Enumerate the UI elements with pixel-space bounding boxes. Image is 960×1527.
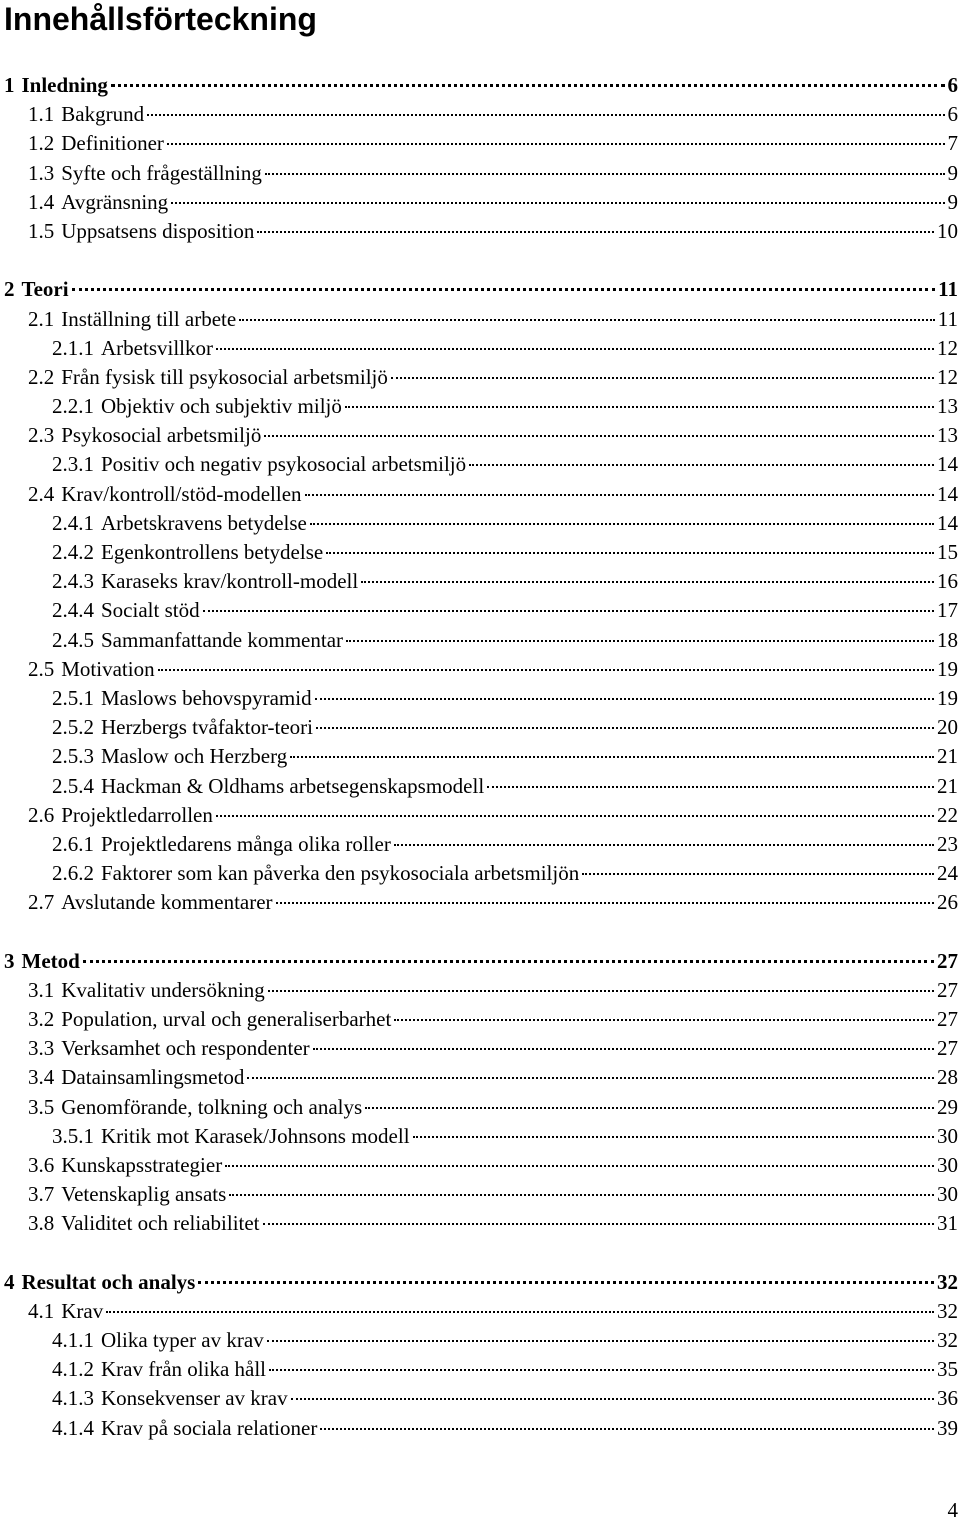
toc-entry-page: 32: [937, 1269, 958, 1294]
toc-entry-page: 30: [937, 1182, 958, 1207]
toc-entry-label: Projektledarens många olika roller: [101, 831, 391, 856]
dot-leader: [345, 406, 934, 408]
dot-leader: [198, 1281, 934, 1284]
toc-entry-number: 2.4: [28, 481, 55, 506]
toc-entry[interactable]: [0, 947, 960, 976]
toc-entry-page: 7: [947, 131, 958, 156]
toc-entry[interactable]: [0, 713, 960, 742]
toc-entry-page: 11: [938, 277, 958, 302]
toc-entry-page: 14: [937, 481, 958, 506]
toc-entry-label: Validitet och reliabilitet: [61, 1211, 260, 1236]
table-of-contents: [0, 71, 960, 1443]
toc-entry-number: 4.1.3: [52, 1386, 94, 1411]
dot-leader: [203, 610, 934, 612]
toc-entry-number: 4: [4, 1269, 15, 1294]
toc-entry-number: 3.1: [28, 977, 55, 1002]
toc-entry[interactable]: [0, 596, 960, 625]
toc-entry-label: Maslows behovspyramid: [101, 685, 312, 710]
toc-entry-page: 17: [937, 598, 958, 623]
toc-entry-number: 3: [4, 948, 15, 973]
dot-leader: [264, 435, 934, 437]
dot-leader: [582, 873, 934, 875]
toc-entry[interactable]: [0, 567, 960, 596]
toc-entry-number: 1.4: [28, 189, 55, 214]
page-title: Innehållsförteckning: [4, 1, 317, 37]
toc-entry-label: Kritik mot Karasek/Johnsons modell: [101, 1123, 410, 1148]
toc-entry[interactable]: [0, 684, 960, 713]
toc-entry[interactable]: [0, 772, 960, 801]
toc-entry[interactable]: [0, 1268, 960, 1297]
dot-leader: [394, 1019, 934, 1021]
toc-entry-label: Kvalitativ undersökning: [61, 977, 265, 1002]
toc-entry-number: 2.4.2: [52, 540, 94, 564]
toc-entry[interactable]: [0, 742, 960, 771]
toc-entry-number: 1.1: [28, 102, 55, 127]
toc-entry[interactable]: [0, 888, 960, 917]
dot-leader: [361, 581, 934, 583]
toc-entry[interactable]: [0, 217, 960, 246]
toc-entry[interactable]: [0, 830, 960, 859]
toc-entry-page: 31: [937, 1211, 958, 1236]
dot-leader: [310, 523, 934, 525]
toc-entry-page: 14: [937, 510, 958, 535]
toc-entry-number: 2.3.1: [52, 452, 94, 477]
toc-entry-number: 4.1.1: [52, 1328, 94, 1353]
toc-entry-label: Konsekvenser av krav: [101, 1386, 288, 1411]
toc-entry-page: 24: [937, 861, 958, 886]
toc-entry-number: 3.5: [28, 1094, 55, 1119]
toc-entry-page: 18: [937, 627, 958, 652]
toc-entry-label: Hackman & Oldhams arbetsegenskapsmodell: [101, 773, 485, 798]
dot-leader: [315, 698, 934, 700]
toc-entry-page: 27: [937, 1036, 958, 1061]
dot-leader: [291, 1398, 934, 1400]
toc-entry-label: Avslutande kommentarer: [61, 890, 273, 915]
toc-entry-number: 3.7: [28, 1182, 55, 1207]
toc-entry-page: 30: [937, 1152, 958, 1177]
toc-entry-number: 2: [4, 277, 15, 302]
toc-entry-page: 30: [937, 1123, 958, 1148]
toc-entry-label: Sammanfattande kommentar: [101, 627, 344, 652]
toc-entry[interactable]: [0, 334, 960, 363]
toc-entry[interactable]: [0, 976, 960, 1005]
toc-entry-number: 3.5.1: [52, 1123, 94, 1148]
toc-entry-number: 2.4.4: [52, 598, 94, 623]
toc-entry-label: Vetenskaplig ansats: [61, 1182, 227, 1207]
dot-leader: [487, 786, 934, 788]
toc-entry[interactable]: [0, 305, 960, 334]
dot-leader: [257, 231, 934, 233]
toc-entry-label: Från fysisk till psykosocial arbetsmiljö: [61, 364, 388, 389]
toc-entry-page: 26: [937, 890, 958, 915]
toc-entry-number: 2.1: [28, 306, 55, 331]
toc-entry-page: 32: [937, 1298, 958, 1323]
dot-leader: [394, 844, 934, 846]
toc-entry-number: 2.6.1: [52, 831, 94, 856]
dot-leader: [305, 494, 934, 496]
toc-entry[interactable]: [0, 421, 960, 450]
toc-entry-page: 11: [937, 306, 958, 331]
toc-entry-page: 35: [937, 1357, 958, 1382]
toc-entry-label: Olika typer av krav: [101, 1328, 264, 1353]
toc-entry-label: Psykosocial arbetsmiljö: [61, 423, 262, 448]
toc-entry-label: Metod: [21, 948, 80, 973]
toc-entry-number: 2.4.3: [52, 569, 94, 594]
toc-entry-label: Positiv och negativ psykosocial arbetsmiljö: [101, 452, 467, 477]
toc-entry-page: 13: [937, 394, 958, 419]
toc-entry[interactable]: [0, 392, 960, 421]
toc-entry[interactable]: [0, 100, 960, 129]
toc-entry-label: Projektledarrollen: [61, 802, 213, 827]
toc-entry-number: 3.8: [28, 1211, 55, 1236]
toc-entry-page: 13: [937, 423, 958, 448]
toc-entry-number: 2.2: [28, 364, 55, 389]
toc-entry-number: 4.1.2: [52, 1357, 94, 1382]
toc-entry-number: 2.5.4: [52, 773, 94, 798]
toc-entry[interactable]: [0, 1180, 960, 1209]
toc-entry-number: 1: [4, 73, 15, 97]
toc-entry-label: Avgränsning: [61, 189, 169, 214]
dot-leader: [225, 1165, 934, 1167]
toc-entry-page: 19: [937, 685, 958, 710]
toc-entry-number: 2.4.1: [52, 510, 94, 535]
toc-entry-page: 29: [937, 1094, 958, 1119]
toc-entry-number: 3.2: [28, 1007, 55, 1031]
toc-entry-page: 23: [937, 831, 958, 856]
dot-leader: [268, 990, 934, 992]
toc-entry-number: 2.3: [28, 423, 55, 448]
dot-leader: [276, 902, 934, 904]
dot-leader: [265, 173, 945, 175]
toc-entry[interactable]: [0, 1063, 960, 1092]
toc-entry-label: Krav från olika håll: [101, 1357, 267, 1382]
toc-entry[interactable]: [0, 1005, 960, 1034]
toc-entry-page: 28: [937, 1065, 958, 1090]
toc-entry[interactable]: [0, 1297, 960, 1326]
dot-leader: [469, 464, 934, 466]
toc-entry-page: 20: [937, 715, 958, 740]
dot-leader: [111, 84, 945, 87]
toc-entry[interactable]: [0, 859, 960, 888]
toc-entry[interactable]: [0, 1034, 960, 1063]
dot-leader: [290, 756, 934, 758]
toc-entry-label: Objektiv och subjektiv miljö: [101, 394, 342, 419]
toc-entry[interactable]: [0, 1414, 960, 1443]
toc-entry-label: Teori: [21, 277, 69, 302]
toc-entry[interactable]: [0, 275, 960, 304]
toc-entry-number: 2.1.1: [52, 335, 94, 360]
toc-entry[interactable]: [0, 801, 960, 830]
dot-leader: [72, 288, 936, 291]
toc-entry-label: Kunskapsstrategier: [61, 1152, 223, 1177]
toc-entry-page: 22: [937, 802, 958, 827]
toc-entry-label: Verksamhet och respondenter: [61, 1036, 310, 1061]
toc-entry-number: 2.5.3: [52, 744, 94, 769]
dot-leader: [106, 1311, 934, 1313]
toc-entry[interactable]: [0, 626, 960, 655]
toc-entry-number: 3.4: [28, 1065, 55, 1090]
dot-leader: [320, 1428, 934, 1430]
toc-entry-label: Definitioner: [61, 131, 164, 156]
toc-entry[interactable]: [0, 450, 960, 479]
dot-leader: [263, 1223, 934, 1225]
toc-entry-label: Bakgrund: [61, 102, 145, 127]
toc-entry-label: Herzbergs tvåfaktor-teori: [101, 715, 314, 740]
toc-entry-label: Krav/kontroll/stöd-modellen: [61, 481, 302, 506]
toc-entry[interactable]: [0, 1122, 960, 1151]
toc-entry-number: 2.5.1: [52, 685, 94, 710]
toc-entry-label: Faktorer som kan påverka den psykosociala arbetsmiljön: [101, 861, 580, 886]
toc-entry-page: 32: [937, 1328, 958, 1353]
toc-entry-label: Syfte och frågeställning: [61, 160, 262, 185]
toc-entry[interactable]: [0, 1384, 960, 1413]
toc-entry-label: Uppsatsens disposition: [61, 218, 255, 243]
toc-entry-label: Motivation: [61, 656, 155, 681]
toc-entry-label: Inställning till arbete: [61, 306, 237, 331]
toc-entry-number: 1.5: [28, 218, 55, 243]
toc-entry-page: 6: [947, 73, 958, 97]
toc-entry-label: Egenkontrollens betydelse: [101, 540, 324, 564]
dot-leader: [316, 727, 934, 729]
toc-entry[interactable]: [0, 71, 960, 100]
dot-leader: [171, 202, 944, 204]
toc-entry-number: 3.6: [28, 1152, 55, 1177]
toc-entry-page: 36: [937, 1386, 958, 1411]
toc-entry-number: 3.3: [28, 1036, 55, 1061]
toc-entry-page: 16: [937, 569, 958, 594]
toc-entry[interactable]: [0, 1326, 960, 1355]
toc-entry[interactable]: [0, 129, 960, 158]
toc-entry-number: 1.2: [28, 131, 55, 156]
dot-leader: [247, 1077, 934, 1079]
dot-leader: [313, 1048, 934, 1050]
toc-entry[interactable]: [0, 1151, 960, 1180]
toc-entry-number: 2.7: [28, 890, 55, 915]
dot-leader: [216, 348, 934, 350]
toc-entry[interactable]: [0, 655, 960, 684]
toc-entry-page: 10: [937, 218, 958, 243]
toc-entry-label: Karaseks krav/kontroll-modell: [101, 569, 359, 594]
dot-leader: [365, 1107, 934, 1109]
toc-entry[interactable]: [0, 363, 960, 392]
toc-entry-label: Krav på sociala relationer: [101, 1415, 318, 1440]
toc-entry[interactable]: [0, 1209, 960, 1238]
dot-leader: [147, 114, 944, 116]
toc-entry-number: 2.6: [28, 802, 55, 827]
toc-entry-page: 15: [937, 540, 958, 564]
toc-entry-page: 21: [937, 744, 958, 769]
toc-entry-page: 21: [937, 773, 958, 798]
toc-entry[interactable]: [0, 159, 960, 188]
toc-entry-number: 2.6.2: [52, 861, 94, 886]
dot-leader: [229, 1194, 934, 1196]
toc-entry[interactable]: [0, 480, 960, 509]
toc-entry-label: Maslow och Herzberg: [101, 744, 288, 769]
toc-entry-page: 19: [937, 656, 958, 681]
toc-entry-page: 27: [937, 977, 958, 1002]
toc-entry-label: Socialt stöd: [101, 598, 200, 623]
dot-leader: [413, 1136, 934, 1138]
dot-leader: [216, 815, 934, 817]
toc-entry-number: 2.5.2: [52, 715, 94, 740]
toc-entry-page: 12: [937, 335, 958, 360]
dot-leader: [267, 1340, 934, 1342]
toc-entry[interactable]: [0, 538, 960, 567]
toc-entry-page: 9: [947, 160, 958, 185]
toc-entry-page: 6: [947, 102, 958, 127]
toc-entry-page: 12: [937, 364, 958, 389]
toc-entry-label: Resultat och analys: [21, 1269, 196, 1294]
toc-entry-number: 2.2.1: [52, 394, 94, 419]
toc-entry-number: 2.4.5: [52, 627, 94, 652]
toc-entry-label: Genomförande, tolkning och analys: [61, 1094, 363, 1119]
toc-entry-label: Population, urval och generaliserbarhet: [61, 1007, 392, 1031]
dot-leader: [326, 552, 934, 554]
toc-entry-page: 27: [937, 1007, 958, 1031]
toc-entry[interactable]: [0, 188, 960, 217]
toc-entry-label: Arbetsvillkor: [101, 335, 213, 360]
toc-entry-label: Inledning: [21, 73, 108, 97]
toc-entry-page: 39: [937, 1415, 958, 1440]
dot-leader: [167, 143, 945, 145]
dot-leader: [83, 960, 934, 963]
toc-entry-number: 2.5: [28, 656, 55, 681]
toc-entry-number: 4.1.4: [52, 1415, 94, 1440]
toc-entry-label: Datainsamlingsmetod: [61, 1065, 245, 1090]
toc-entry[interactable]: [0, 1093, 960, 1122]
toc-entry-number: 4.1: [28, 1298, 55, 1323]
toc-entry-label: Arbetskravens betydelse: [101, 510, 307, 535]
dot-leader: [158, 669, 934, 671]
toc-entry[interactable]: [0, 1355, 960, 1384]
toc-entry-page: 27: [937, 948, 958, 973]
toc-entry-page: 9: [947, 189, 958, 214]
dot-leader: [239, 319, 935, 321]
dot-leader: [391, 377, 934, 379]
toc-entry[interactable]: [0, 509, 960, 538]
toc-entry-label: Krav: [61, 1298, 104, 1323]
toc-entry-number: 1.3: [28, 160, 55, 185]
page-number: 4: [947, 1498, 958, 1522]
dot-leader: [269, 1369, 934, 1371]
dot-leader: [346, 640, 934, 642]
toc-entry-page: 14: [937, 452, 958, 477]
